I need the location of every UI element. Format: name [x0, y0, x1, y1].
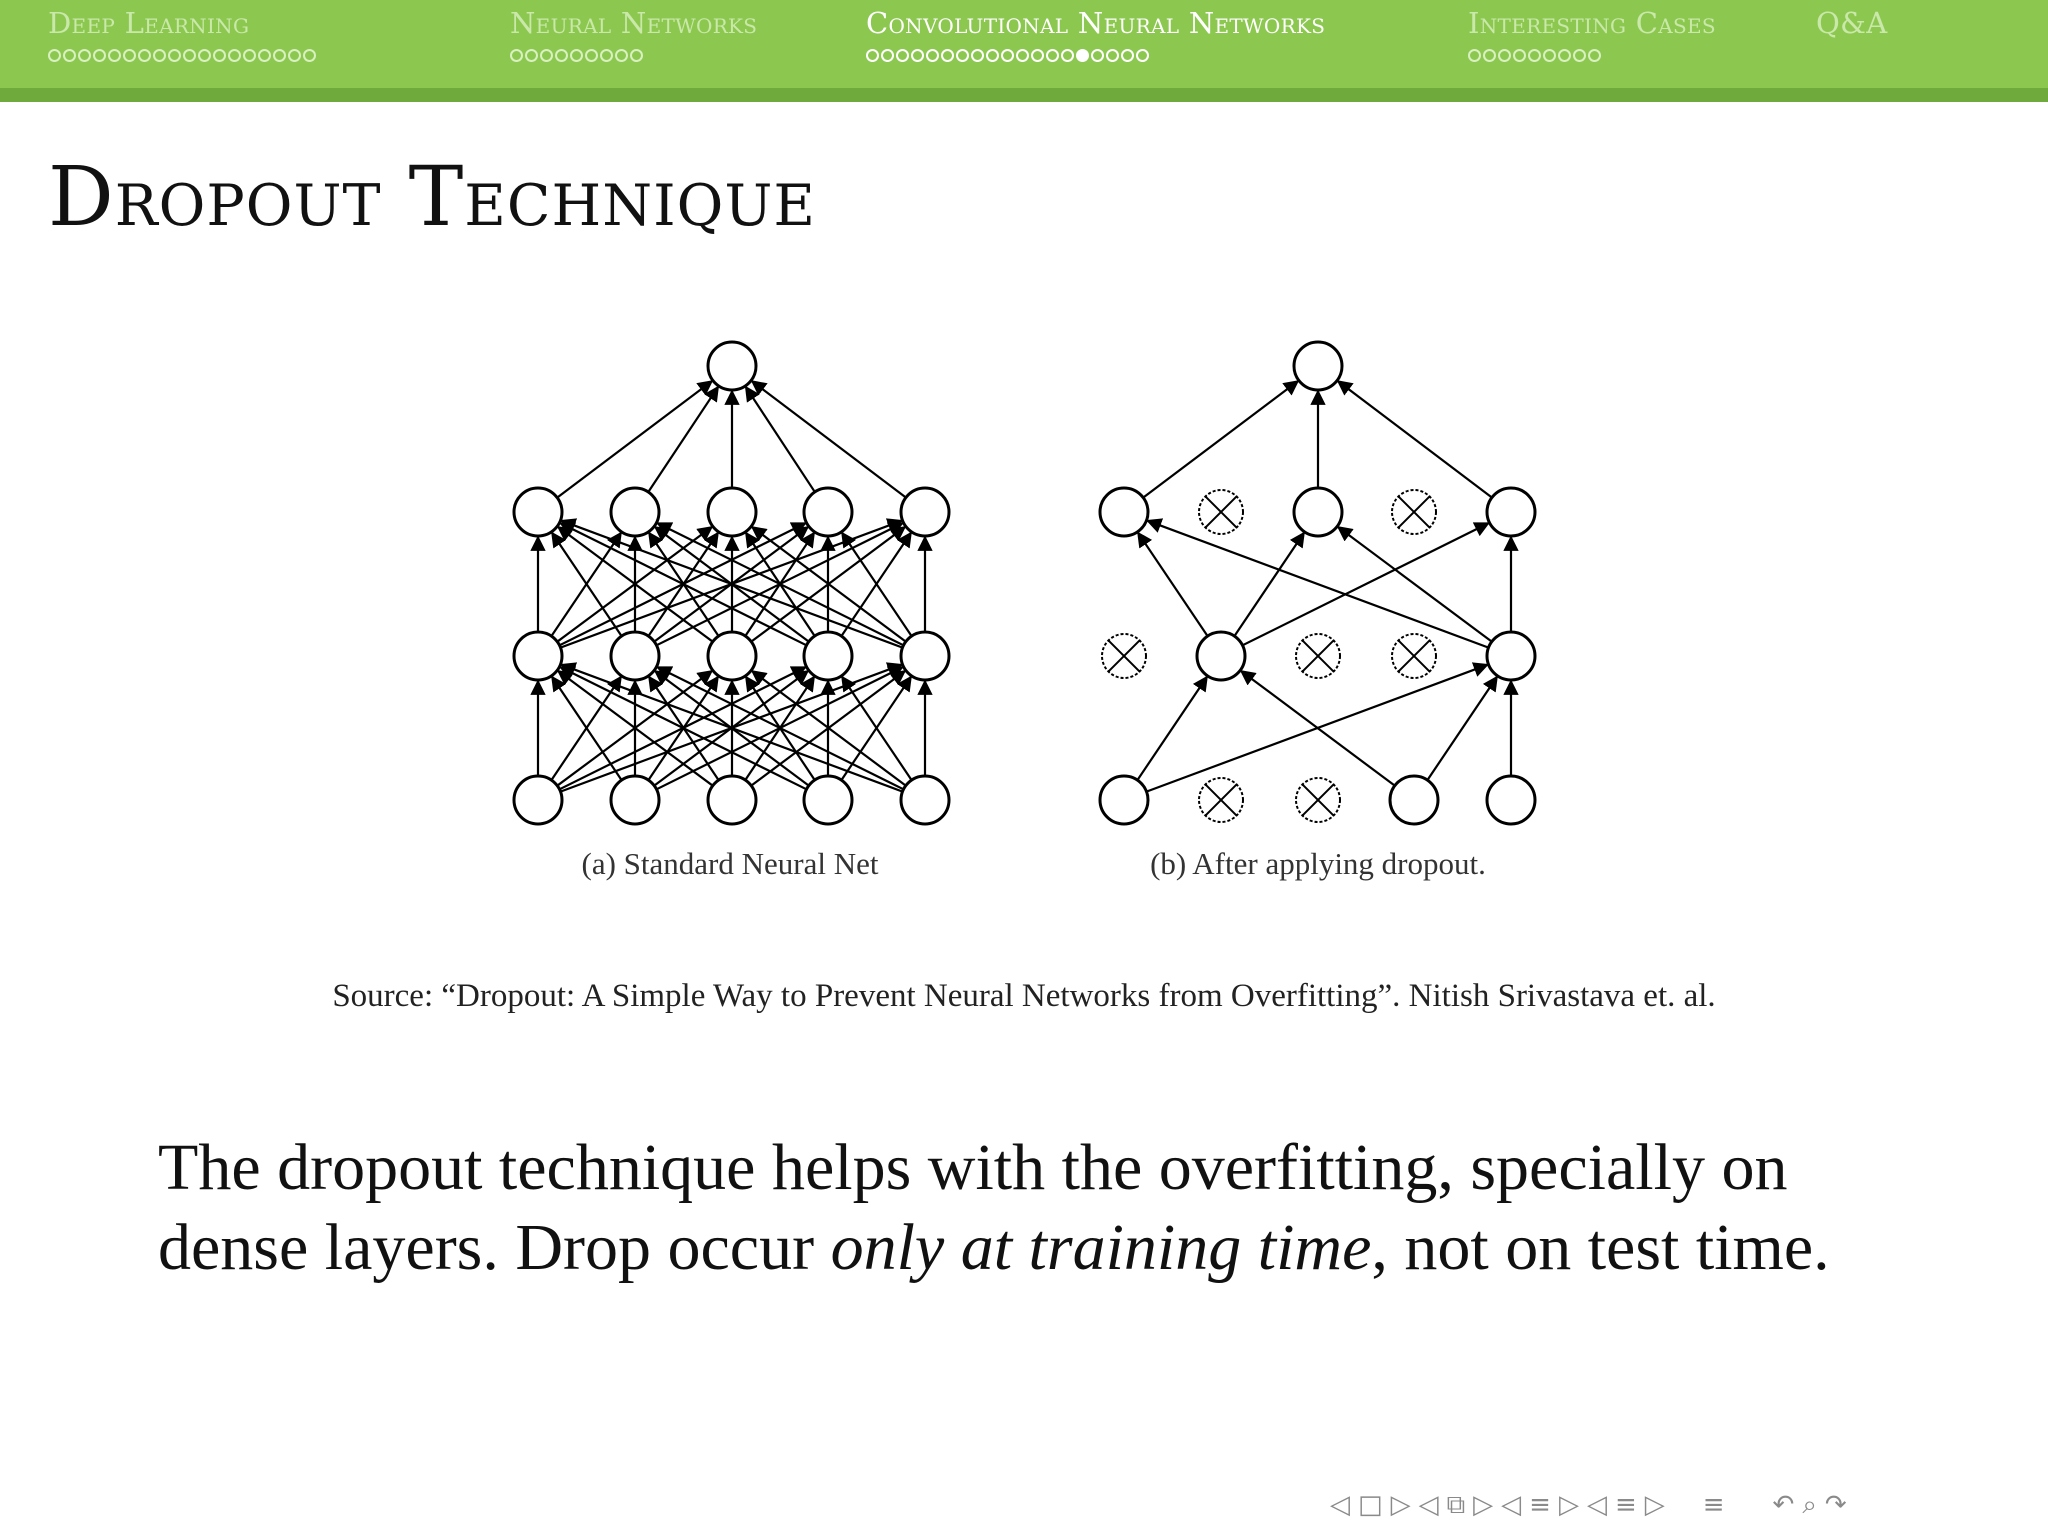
frame-dot[interactable]: [1031, 49, 1044, 62]
frame-dot[interactable]: [138, 49, 151, 62]
section-title[interactable]: Interesting Cases: [1468, 6, 1716, 40]
connection-edges: [538, 381, 1511, 792]
frame-dot[interactable]: [1136, 49, 1149, 62]
neuron: [708, 342, 756, 390]
frame-dot[interactable]: [243, 49, 256, 62]
body-paragraph: [158, 1128, 1948, 1288]
frame-dot[interactable]: [1016, 49, 1029, 62]
body-text-part: , not on test time.: [1371, 1211, 1830, 1284]
frame-dot[interactable]: [986, 49, 999, 62]
nav-frame-icon[interactable]: □: [1358, 1490, 1383, 1520]
frame-dot[interactable]: [303, 49, 316, 62]
frame-dot[interactable]: [198, 49, 211, 62]
nav-next-frame-icon[interactable]: ▷: [1390, 1490, 1411, 1520]
body-text-part: The dropout technique helps with the overfitting, specially on dense layers. Drop occur: [158, 1131, 1788, 1284]
frame-dot[interactable]: [108, 49, 121, 62]
frame-dot[interactable]: [615, 49, 628, 62]
nav-toc-icon[interactable]: ≡: [1702, 1490, 1725, 1520]
connection-arrow: [1338, 527, 1492, 642]
frame-dot[interactable]: [1528, 49, 1541, 62]
frame-dot[interactable]: [971, 49, 984, 62]
slide-title: Dropout Technique: [48, 150, 816, 245]
frame-dot[interactable]: [1121, 49, 1134, 62]
nav-next-subsection-icon[interactable]: ▷: [1473, 1490, 1494, 1520]
nav-forward-icon[interactable]: ↷: [1824, 1490, 1847, 1520]
frame-dot[interactable]: [600, 49, 613, 62]
section-title[interactable]: Deep Learning: [48, 6, 250, 40]
connection-arrow: [1137, 677, 1207, 780]
frame-dot[interactable]: [1483, 49, 1496, 62]
frame-dots: [48, 49, 316, 62]
neuron: [708, 488, 756, 536]
neuron: [708, 632, 756, 680]
connection-arrow: [1147, 521, 1488, 648]
nav-prev-section-icon[interactable]: ◁: [1501, 1490, 1522, 1520]
frame-dot[interactable]: [630, 49, 643, 62]
frame-dot[interactable]: [926, 49, 939, 62]
section-title[interactable]: Convolutional Neural Networks: [866, 6, 1326, 40]
connection-arrow: [1242, 523, 1488, 645]
nav-doc-icon[interactable]: ≡: [1614, 1490, 1637, 1520]
frame-dot[interactable]: [540, 49, 553, 62]
frame-dot[interactable]: [48, 49, 61, 62]
nav-prev-frame-icon[interactable]: ◁: [1330, 1490, 1350, 1520]
section-neural-networks[interactable]: [510, 6, 757, 62]
nav-section-icon[interactable]: ≡: [1529, 1490, 1551, 1520]
frame-dot[interactable]: [63, 49, 76, 62]
frame-dot[interactable]: [881, 49, 894, 62]
neuron: [804, 488, 852, 536]
frame-dot[interactable]: [258, 49, 271, 62]
frame-dot[interactable]: [1498, 49, 1511, 62]
nav-prev-subsection-icon[interactable]: ◁: [1418, 1490, 1439, 1520]
frame-dot[interactable]: [153, 49, 166, 62]
neuron: [611, 632, 659, 680]
frame-dots: [510, 49, 757, 62]
section-qa[interactable]: [1816, 6, 1887, 40]
frame-dot[interactable]: [168, 49, 181, 62]
neuron: [1197, 632, 1245, 680]
nav-prev-doc-icon[interactable]: ◁: [1586, 1490, 1607, 1520]
nav-next-doc-icon[interactable]: ▷: [1644, 1490, 1665, 1520]
frame-dot[interactable]: [1468, 49, 1481, 62]
neuron: [611, 488, 659, 536]
neuron: [804, 776, 852, 824]
frame-dot[interactable]: [570, 49, 583, 62]
frame-dots: [1468, 49, 1716, 62]
neuron: [1294, 488, 1342, 536]
caption-dropout-net: (b) After applying dropout.: [1150, 846, 1486, 881]
nav-search-icon[interactable]: ⌕: [1802, 1489, 1817, 1520]
source-citation: Source: “Dropout: A Simple Way to Prevent Neural Networks from Overfitting”. Nitish Srivastava et. al.: [332, 978, 1716, 1014]
neuron: [1487, 632, 1535, 680]
frame-dot[interactable]: [525, 49, 538, 62]
section-convolutional-neural-networks[interactable]: [866, 6, 1325, 62]
neuron: [1100, 776, 1148, 824]
frame-dot[interactable]: [1573, 49, 1586, 62]
neuron: [804, 632, 852, 680]
frame-dot[interactable]: [866, 49, 879, 62]
frame-dot[interactable]: [956, 49, 969, 62]
section-navigation-bar: [0, 0, 2048, 102]
neuron: [514, 488, 562, 536]
frame-dot[interactable]: [1558, 49, 1571, 62]
frame-dot[interactable]: [1046, 49, 1059, 62]
neuron: [708, 776, 756, 824]
frame-dot[interactable]: [585, 49, 598, 62]
neuron: [514, 776, 562, 824]
neuron: [1294, 342, 1342, 390]
neuron: [611, 776, 659, 824]
frame-dot[interactable]: [288, 49, 301, 62]
beamer-navigation-symbols: [1330, 1488, 1847, 1522]
frame-dot[interactable]: [213, 49, 226, 62]
frame-dot[interactable]: [1543, 49, 1556, 62]
connection-arrow: [1143, 381, 1298, 498]
caption-standard-net: (a) Standard Neural Net: [581, 846, 879, 881]
connection-arrow: [1138, 533, 1208, 636]
frame-dot[interactable]: [941, 49, 954, 62]
neuron: [514, 632, 562, 680]
frame-dot[interactable]: [1513, 49, 1526, 62]
frame-dot[interactable]: [1001, 49, 1014, 62]
nav-next-section-icon[interactable]: ▷: [1558, 1490, 1579, 1520]
section-title[interactable]: Q&A: [1816, 6, 1888, 40]
neuron: [901, 488, 949, 536]
connection-arrow: [1338, 381, 1492, 497]
neuron: [901, 632, 949, 680]
neuron: [901, 776, 949, 824]
frame-dot[interactable]: [911, 49, 924, 62]
connection-arrow: [1427, 677, 1497, 780]
frame-dot[interactable]: [183, 49, 196, 62]
frame-dot[interactable]: [228, 49, 241, 62]
section-deep-learning[interactable]: [48, 6, 316, 62]
nav-back-icon[interactable]: ↶: [1772, 1490, 1795, 1520]
section-interesting-cases[interactable]: [1468, 6, 1716, 62]
frame-dot[interactable]: [1106, 49, 1119, 62]
dropout-diagram: [480, 320, 1580, 840]
neuron: [1487, 776, 1535, 824]
frame-dot[interactable]: [273, 49, 286, 62]
neuron: [1390, 776, 1438, 824]
frame-dot[interactable]: [1588, 49, 1601, 62]
frame-dots: [866, 49, 1325, 62]
connection-arrow: [1241, 671, 1395, 786]
frame-dot[interactable]: [555, 49, 568, 62]
neuron: [1100, 488, 1148, 536]
frame-dot[interactable]: [510, 49, 523, 62]
frame-dot[interactable]: [896, 49, 909, 62]
neuron: [1487, 488, 1535, 536]
current-frame-dot[interactable]: [1076, 49, 1089, 62]
body-emphasis: only at training time: [830, 1211, 1372, 1284]
frame-dot[interactable]: [78, 49, 91, 62]
frame-dot[interactable]: [1091, 49, 1104, 62]
frame-dot[interactable]: [123, 49, 136, 62]
connection-arrow: [557, 381, 712, 498]
section-title[interactable]: Neural Networks: [510, 6, 758, 40]
frame-dot[interactable]: [93, 49, 106, 62]
frame-dot[interactable]: [1061, 49, 1074, 62]
connection-arrow: [752, 381, 906, 497]
nav-subsection-icon[interactable]: ⧉: [1446, 1489, 1466, 1520]
